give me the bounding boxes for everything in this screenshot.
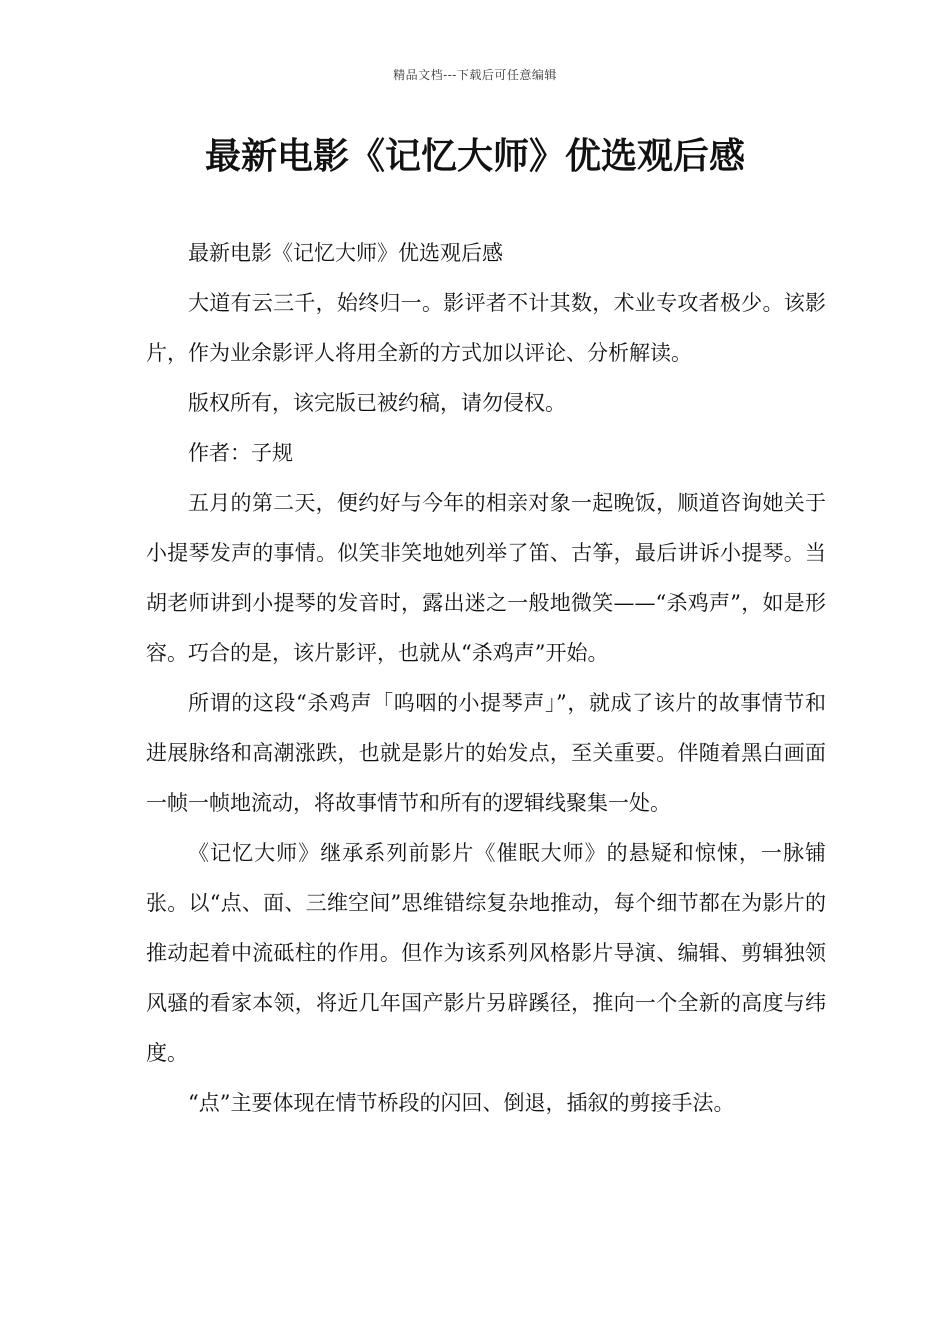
document-body [146,228,826,1128]
document-title: 最新电影《记忆大师》优选观后感 [204,136,745,177]
paragraph: 最新电影《记忆大师》优选观后感 [188,241,503,265]
paragraph: 版权所有，该完版已被约稿，请勿侵权。 [188,391,566,415]
paragraph: 所谓的这段“杀鸡声「呜咽的小提琴声」”，就成了该片的故事情节和进展脉络和高潮涨跌，也就是影片的始发点，至关重要。伴随着黑白画面一帧一帧地流动，将故事情节和所有的逻辑线聚集一处。 [146,691,826,815]
paragraph: 《记忆大师》继承系列前影片《催眠大师》的悬疑和惊悚，一脉铺张。以“点、面、三维空间”思维错综复杂地推动，每个细节都在为影片的推动起着中流砥柱的作用。但作为该系列风格影片导演、编辑、剪辑独领风骚的看家本领，将近几年国产影片另辟蹊径，推向一个全新的高度与纬度。 [146,841,826,1065]
paragraph: 五月的第二天，便约好与今年的相亲对象一起晚饭，顺道咨询她关于小提琴发声的事情。似笑非笑地她列举了笛、古筝，最后讲诉小提琴。当胡老师讲到小提琴的发音时，露出迷之一般地微笑——“杀鸡声”，如是形容。巧合的是，该片影评，也就从“杀鸡声”开始。 [146,491,826,665]
paragraph: “点”主要体现在情节桥段的闪回、倒退，插叙的剪接手法。 [188,1091,735,1115]
paragraph: 大道有云三千，始终归一。影评者不计其数，术业专攻者极少。该影片，作为业余影评人将用全新的方式加以评论、分析解读。 [146,291,826,365]
paragraph: 作者：子规 [188,441,293,465]
header-note: 精品文档---下载后可任意编辑 [393,68,557,82]
